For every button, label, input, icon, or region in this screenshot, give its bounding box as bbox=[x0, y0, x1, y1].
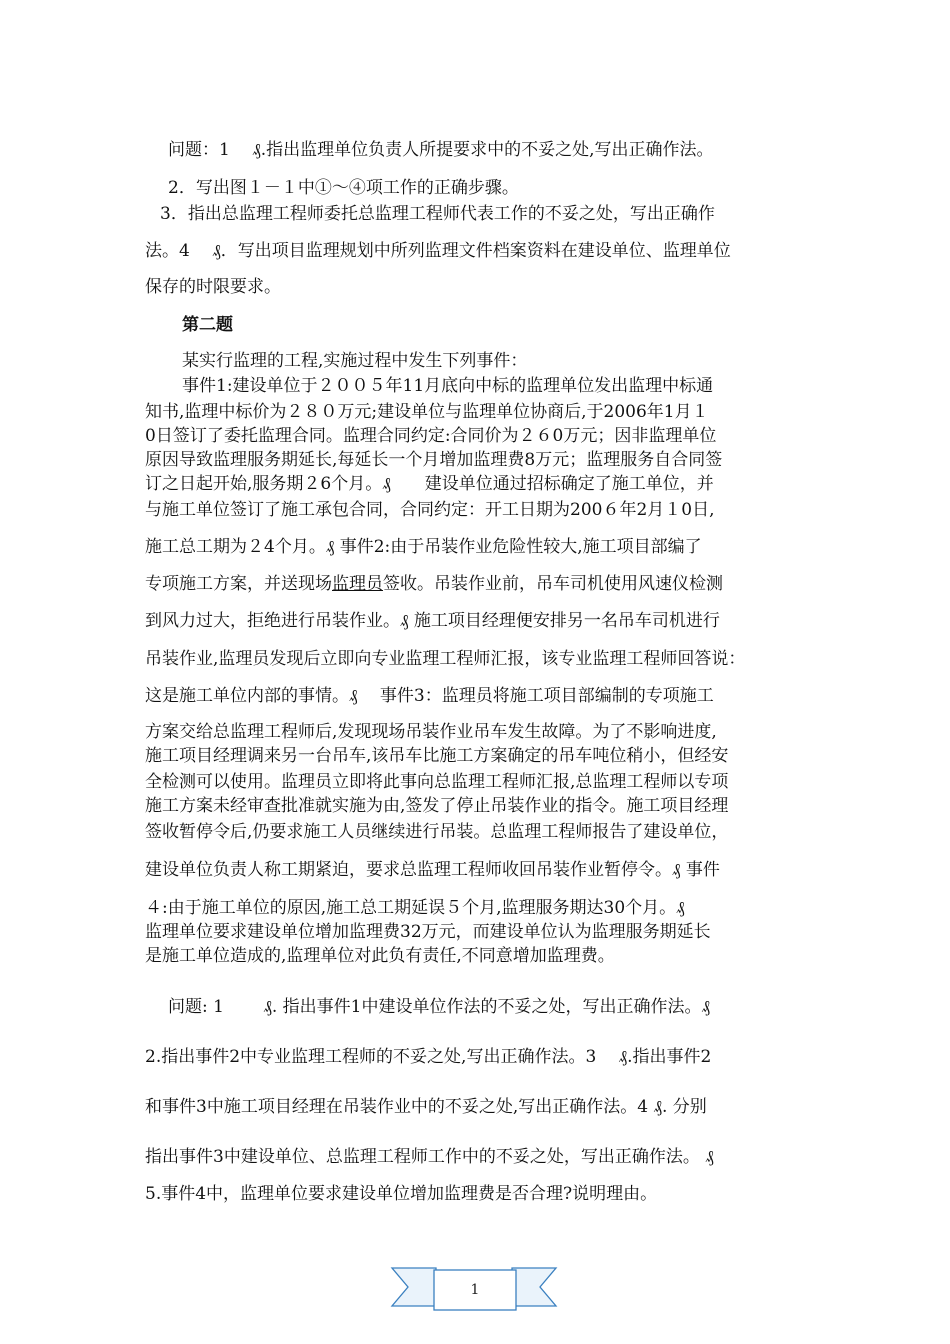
paragraph-line: 与施工单位签订了施工承包合同，合同约定：开工日期为200６年2月１0日, bbox=[145, 500, 715, 520]
paragraph-line: 建设单位负责人称工期紧迫，要求总监理工程师收回吊装作业暂停令。₰ 事件 bbox=[145, 860, 720, 880]
part1-question-4-cont: 保存的时限要求。 bbox=[145, 277, 281, 297]
section-heading: 第二题 bbox=[182, 315, 233, 335]
paragraph-line: 知书,监理中标价为２８０万元;建设单位与监理单位协商后,于2006年1月１ bbox=[145, 402, 709, 422]
part1-question-2: 2．写出图１－１中①～④项工作的正确步骤。 bbox=[168, 178, 519, 198]
part1-question-1: 问题：1 ₰.指出监理单位负责人所提要求中的不妥之处,写出正确作法。 bbox=[168, 140, 714, 160]
paragraph-line: 0日签订了委托监理合同。监理合同约定:合同价为２６0万元；因非监理单位 bbox=[145, 426, 717, 446]
section-intro: 某实行监理的工程,实施过程中发生下列事件： bbox=[182, 351, 528, 371]
paragraph-line: 施工总工期为２4个月。₰ 事件2:由于吊装作业危险性较大,施工项目部编了 bbox=[145, 537, 702, 557]
text-fragment: 签收。吊装作业前，吊车司机使用风速仪检测 bbox=[383, 574, 723, 594]
paragraph-line: 监理单位要求建设单位增加监理费32万元，而建设单位认为监理服务期延长 bbox=[145, 922, 711, 942]
paragraph-line: 原因导致监理服务期延长,每延长一个月增加监理费8万元；监理服务自合同签 bbox=[145, 450, 723, 470]
text-fragment: 专项施工方案，并送现场 bbox=[145, 574, 332, 594]
paragraph-line: 到风力过大，拒绝进行吊装作业。₰ 施工项目经理便安排另一名吊车司机进行 bbox=[145, 611, 720, 631]
paragraph-line: 事件1:建设单位于２００５年11月底向中标的监理单位发出监理中标通 bbox=[182, 376, 714, 396]
paragraph-line: 是施工单位造成的,监理单位对此负有责任,不同意增加监理费。 bbox=[145, 946, 615, 966]
paragraph-line: 施工项目经理调来另一台吊车,该吊车比施工方案确定的吊车吨位稍小，但经安 bbox=[145, 746, 729, 766]
question-line: 问题: 1 ₰. 指出事件1中建设单位作法的不妥之处，写出正确作法。₰ bbox=[168, 997, 710, 1017]
underlined-term: 监理员 bbox=[332, 574, 383, 594]
paragraph-line: 全检测可以使用。监理员立即将此事向总监理工程师汇报,总监理工程师以专项 bbox=[145, 772, 729, 792]
paragraph-line: 签收暂停令后,仍要求施工人员继续进行吊装。总监理工程师报告了建设单位， bbox=[145, 822, 729, 842]
part1-question-3: 3．指出总监理工程师委托总监理工程师代表工作的不妥之处，写出正确作 bbox=[160, 204, 715, 224]
paragraph-line: 方案交给总监理工程师后,发现现场吊装作业吊车发生故障。为了不影响进度, bbox=[145, 722, 717, 742]
page-number: 1 bbox=[470, 1282, 480, 1298]
question-line: 指出事件3中建设单位、总监理工程师工作中的不妥之处，写出正确作法。 ₰ bbox=[145, 1147, 714, 1167]
part1-question-3-4: 法。4 ₰．写出项目监理规划中所列监理文件档案资料在建设单位、监理单位 bbox=[145, 241, 731, 261]
paragraph-line: 这是施工单位内部的事情。₰ 事件3：监理员将施工项目部编制的专项施工 bbox=[145, 686, 714, 706]
paragraph-line: 施工方案未经审查批准就实施为由,签发了停止吊装作业的指令。施工项目经理 bbox=[145, 796, 729, 816]
question-line: 5.事件4中，监理单位要求建设单位增加监理费是否合理?说明理由。 bbox=[145, 1184, 658, 1204]
paragraph-line: ４:由于施工单位的原因,施工总工期延误５个月,监理服务期达30个月。₰ bbox=[145, 898, 685, 918]
question-line: 和事件3中施工项目经理在吊装作业中的不妥之处,写出正确作法。4 ₰. 分别 bbox=[145, 1097, 707, 1117]
paragraph-line: 吊装作业,监理员发现后立即向专业监理工程师汇报，该专业监理工程师回答说： bbox=[145, 649, 746, 669]
paragraph-line bbox=[145, 572, 723, 596]
question-line: 2.指出事件2中专业监理工程师的不妥之处,写出正确作法。3 ₰.指出事件2 bbox=[145, 1047, 712, 1067]
paragraph-line: 订之日起开始,服务期２6个月。₰ 建设单位通过招标确定了施工单位，并 bbox=[145, 474, 714, 494]
